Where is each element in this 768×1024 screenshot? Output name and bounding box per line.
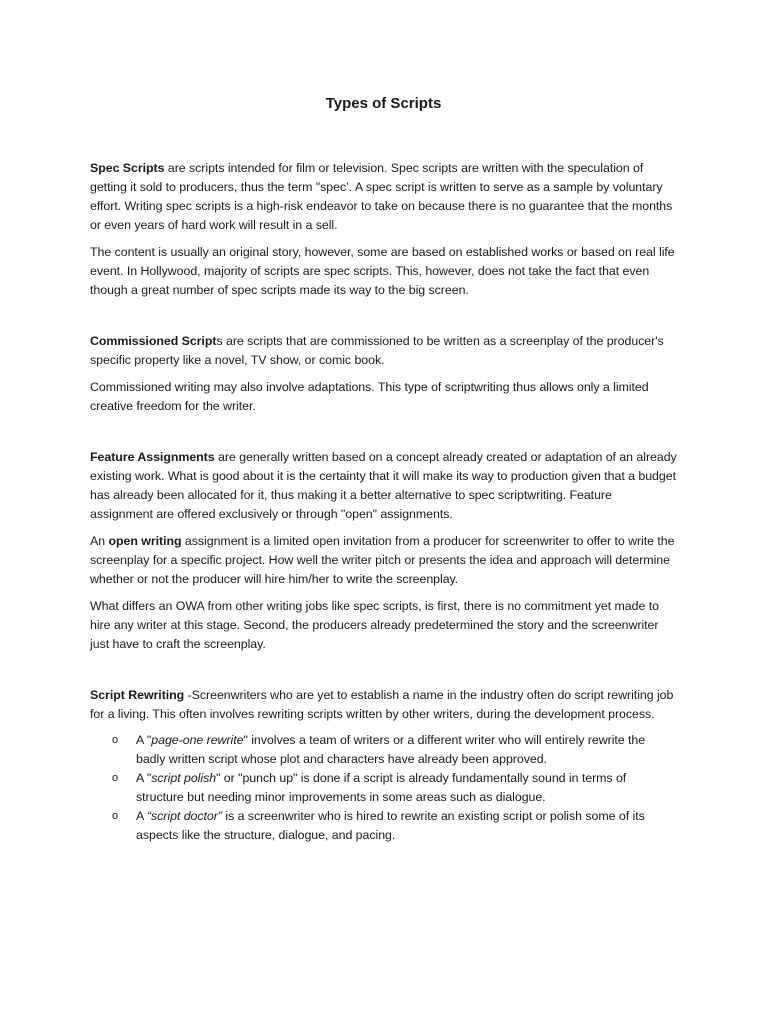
page-one-rewrite-term: page-one rewrite (151, 733, 244, 747)
bullet-icon: o (112, 810, 119, 822)
open-writing-prefix: An (90, 534, 109, 548)
script-rewriting-text: -Screenwriters who are yet to establish a name in the industry often do script rewriting job for a living. This often involves rewriting scripts written by other writers, during the development process. (90, 688, 674, 721)
commissioned-scripts-term: Commissioned Script (90, 334, 217, 348)
feature-assignments-term: Feature Assignments (90, 450, 215, 464)
script-polish-term: script polish (151, 771, 217, 785)
open-writing-paragraph (90, 532, 677, 589)
script-doctor-term: “script doctor” (146, 809, 222, 823)
spec-scripts-paragraph (90, 159, 677, 235)
document-title: Types of Scripts (325, 95, 442, 112)
list-item: o A "page-one rewrite" involves a team of writers or a different writer who will entirely rewrite the badly written script whose plot and characters have already been approved. (112, 733, 646, 766)
rewriting-bullet-list (90, 731, 677, 845)
open-writing-text: assignment is a limited open invitation from a producer for screenwriter to offer to write the screenplay for a specific project. How well the writer pitch or presents the idea and approach will determine whether or not the producer will hire him/her to write the screenplay. (90, 534, 675, 586)
bullet-icon: o (112, 734, 119, 746)
list-item: o A “script doctor” is a screenwriter who is hired to rewrite an existing script or polish some of its aspects like the structure, dialogue, and pacing. (112, 809, 645, 842)
commissioned-scripts-paragraph (90, 332, 677, 370)
feature-assignments-text: are generally written based on a concept already created or adaptation of an already existing work. What is good about it is the certainty that it will make its way to production given that a budget has already been allocated for it, thus making it a better alternative to spec scriptwriting. Feature assignment are offered exclusively or through "open" assignments. (90, 450, 677, 521)
bullet-icon: o (112, 772, 119, 784)
commissioned-scripts-paragraph-2: Commissioned writing may also involve adaptations. This type of scriptwriting thus allows only a limited creative freedom for the writer. (90, 380, 649, 413)
feature-assignments-paragraph (90, 448, 677, 524)
owa-paragraph: What differs an OWA from other writing jobs like spec scripts, is first, there is no commitment yet made to hire any writer at this stage. Second, the producers already predetermined the story and the screenwriter just have to craft the screenplay. (90, 599, 659, 651)
commissioned-scripts-text: s are scripts that are commissioned to be written as a screenplay of the producer's specific property like a novel, TV show, or comic book. (90, 334, 664, 367)
open-writing-term: open writing (108, 534, 182, 548)
list-item: o A "script polish" or "punch up" is done if a script is already fundamentally sound in terms of structure but needing minor improvements in some areas such as dialogue. (112, 771, 627, 804)
spec-scripts-term: Spec Scripts (90, 161, 165, 175)
spec-scripts-paragraph-2: The content is usually an original story, however, some are based on established works or based on real life event. In Hollywood, majority of scripts are spec scripts. This, however, does not take the fact that even though a great number of spec scripts made its way to the big screen. (90, 245, 675, 297)
spec-scripts-text: are scripts intended for film or television. Spec scripts are written with the speculation of getting it sold to producers, thus the term "spec’. A spec script is written to serve as a sample by voluntary effort. Writing spec scripts is a high-risk endeavor to take on because there is no guarantee that the months or even years of hard work will result in a sell. (90, 161, 673, 232)
script-rewriting-paragraph (90, 686, 677, 724)
script-rewriting-term: Script Rewriting (90, 688, 185, 702)
